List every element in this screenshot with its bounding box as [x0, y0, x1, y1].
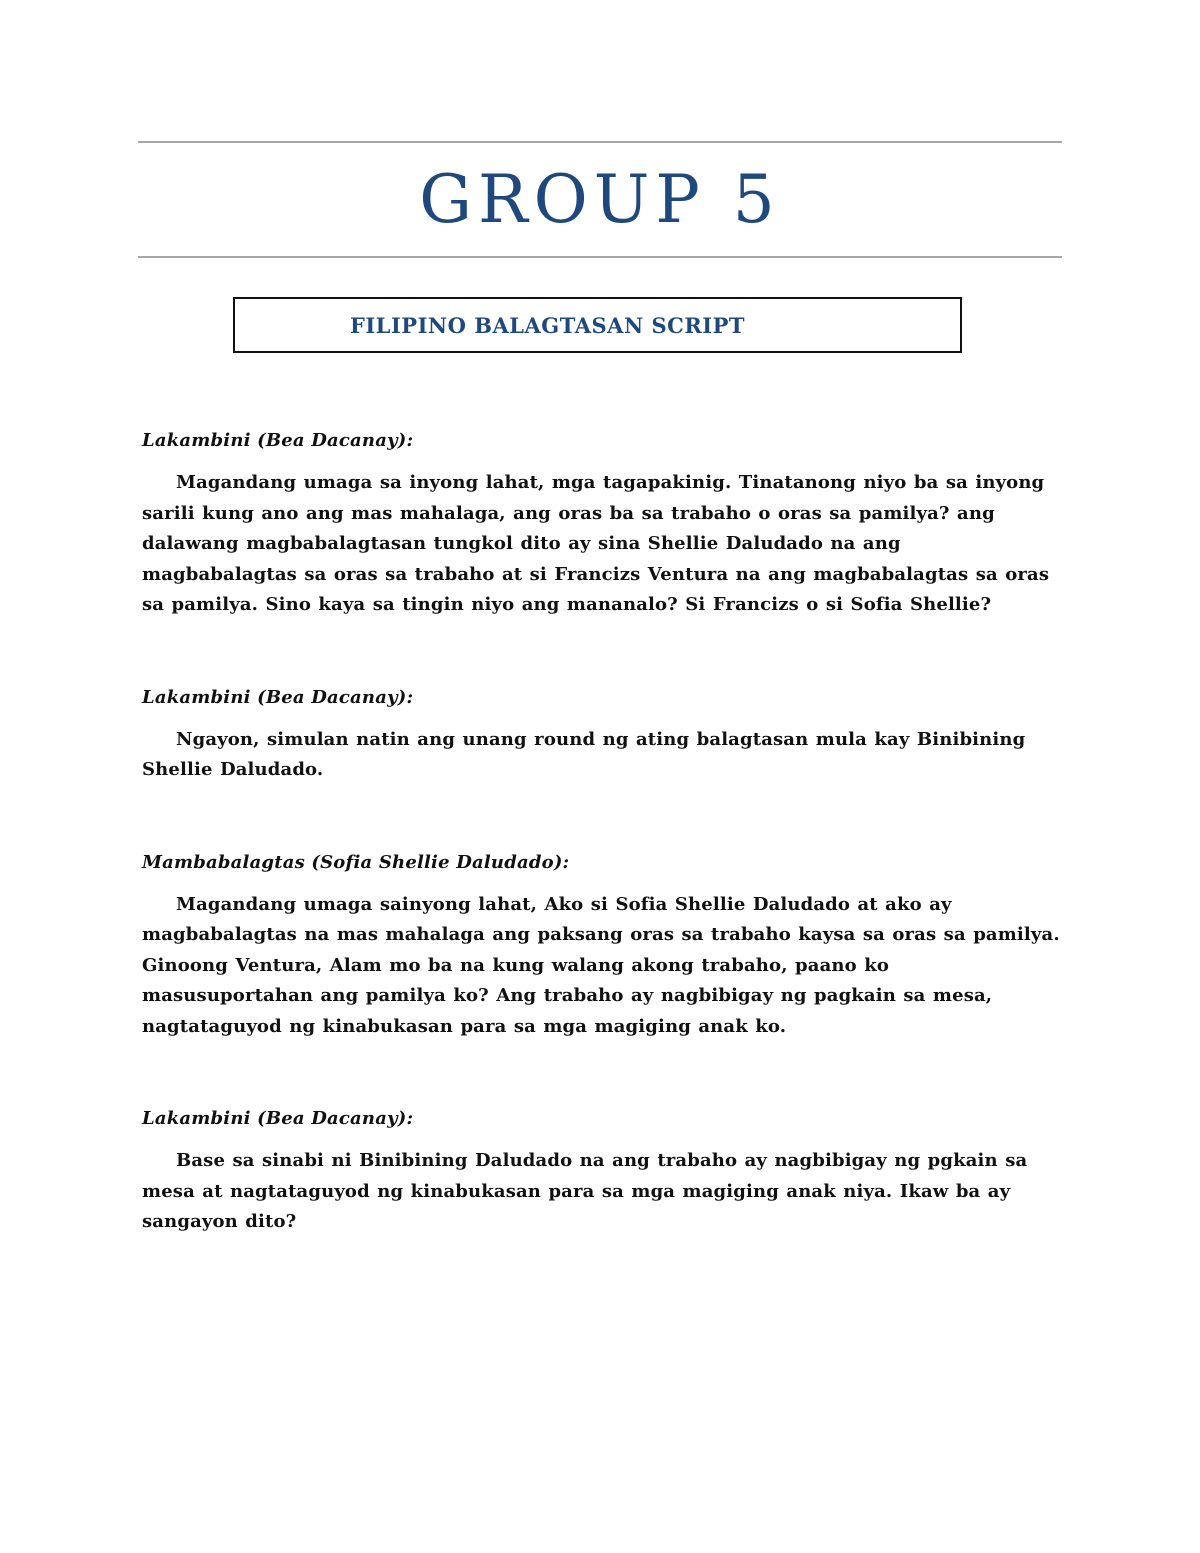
speaker-label: Lakambini (Bea Dacanay): [142, 430, 414, 451]
speech-paragraph: Ngayon, simulan natin ang unang round ng ating balagtasan mula kay Binibining Shellie Daludado. [142, 728, 1026, 780]
speech-paragraph: Base sa sinabi ni Binibining Daludado na ang trabaho ay nagbibigay ng pgkain sa mesa at nagtataguyod ng kinabukasan para sa mga magiging anak niya. Ikaw ba ay sangayon dito? [142, 1150, 1028, 1232]
speech-paragraph: Magandang umaga sainyong lahat, Ako si Sofia Shellie Daludado at ako ay magbabalagtas na mas mahalaga ang paksang oras sa trabaho kaysa sa oras sa pamilya. Ginoong Ventura, Alam mo ba na kung walang akong trabaho, paano ko masusuportahan ang pamilya ko? Ang trabaho ay nagbibigay ng pagkain sa mesa, nagtataguyod ng kinabukasan para sa mga magiging anak ko. [142, 893, 1060, 1037]
page-title: GROUP 5 [419, 161, 781, 238]
title-top-rule [138, 141, 1062, 143]
script-section [142, 848, 1062, 1043]
script-section [142, 426, 1062, 621]
script-body [142, 426, 1062, 1238]
subtitle-text: FILIPINO BALAGTASAN SCRIPT [349, 313, 746, 338]
speaker-label: Lakambini (Bea Dacanay): [142, 686, 414, 708]
speaker-label: Mambabalagtas (Sofia Shellie Daludado): [142, 851, 570, 873]
speech-paragraph: Magandang umaga sa inyong lahat, mga tagapakinig. Tinatanong niyo ba sa inyong sarili kung ano ang mas mahalaga, ang oras ba sa trabaho o oras sa pamilya? ang dalawang magbabalagtasan tungkol dito ay sina Shellie Daludado na ang magbabalagtas sa oras sa trabaho at si Francizs Ventura na ang magbabalagtas sa oras sa pamilya. Sino kaya sa tingin niyo ang mananalo? Si Francizs o si Sofia Shellie? [142, 472, 1050, 615]
subtitle-box [233, 297, 962, 353]
script-section [142, 683, 1062, 786]
title-bottom-rule [138, 256, 1062, 258]
script-section [142, 1104, 1062, 1238]
speaker-label: Lakambini (Bea Dacanay): [142, 1108, 414, 1129]
